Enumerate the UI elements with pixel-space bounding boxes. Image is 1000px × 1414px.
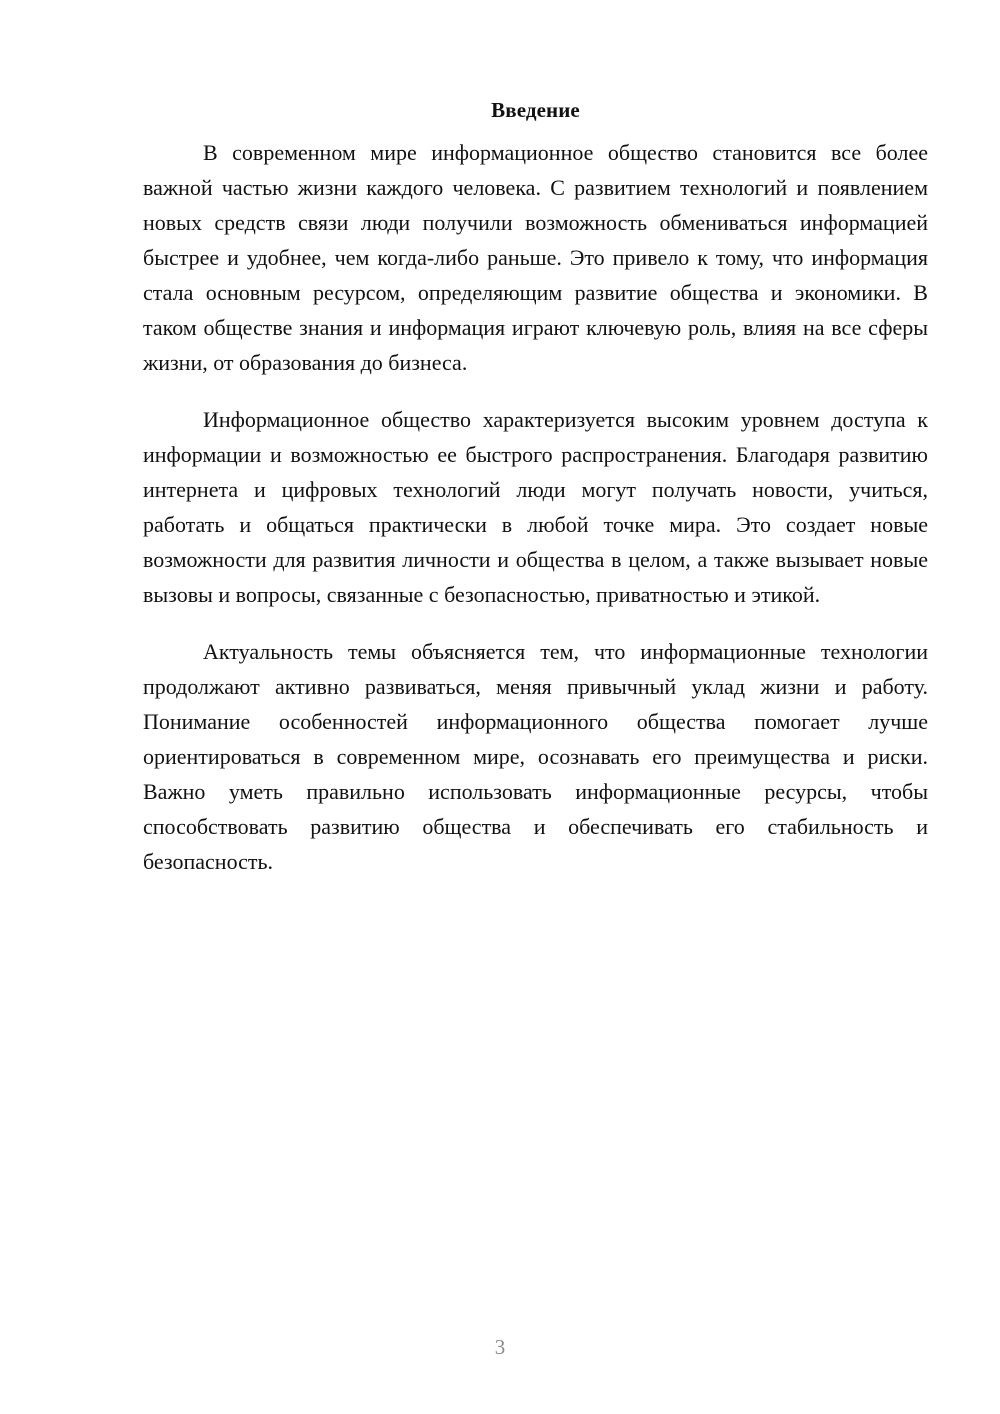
paragraph-1: В современном мире информационное общество становится все более важной частью жизни каждого человека. С развитием технологий и появлением новых средств связи люди получили возможность обмениваться информацией быстрее и удобнее, чем когда-либо раньше. Это привело к тому, что информация стала основным ресурсом, определяющим развитие общества и экономики. В таком обществе знания и информация играют ключевую роль, влияя на все сферы жизни, от образования до бизнеса. — [143, 140, 928, 375]
paragraph-2: Информационное общество характеризуется высоким уровнем доступа к информации и возможностью ее быстрого распространения. Благодаря развитию интернета и цифровых технологий люди могут получать новости, учиться, работать и общаться практически в любой точке мира. Это создает новые возможности для развития личности и общества в целом, а также вызывает новые вызовы и вопросы, связанные с безопасностью, приватностью и этикой. — [143, 407, 928, 607]
section-title: Введение — [491, 98, 580, 122]
paragraph-3: Актуальность темы объясняется тем, что информационные технологии продолжают активно развиваться, меняя привычный уклад жизни и работу. Понимание особенностей информационного общества помогает лучше ориентироваться в современном мире, осознавать его преимущества и риски. Важно уметь правильно использовать информационные ресурсы, чтобы способствовать развитию общества и обеспечивать его стабильность и безопасность. — [143, 639, 928, 874]
page-content — [143, 95, 928, 901]
page-number: 3 — [494, 1335, 506, 1359]
